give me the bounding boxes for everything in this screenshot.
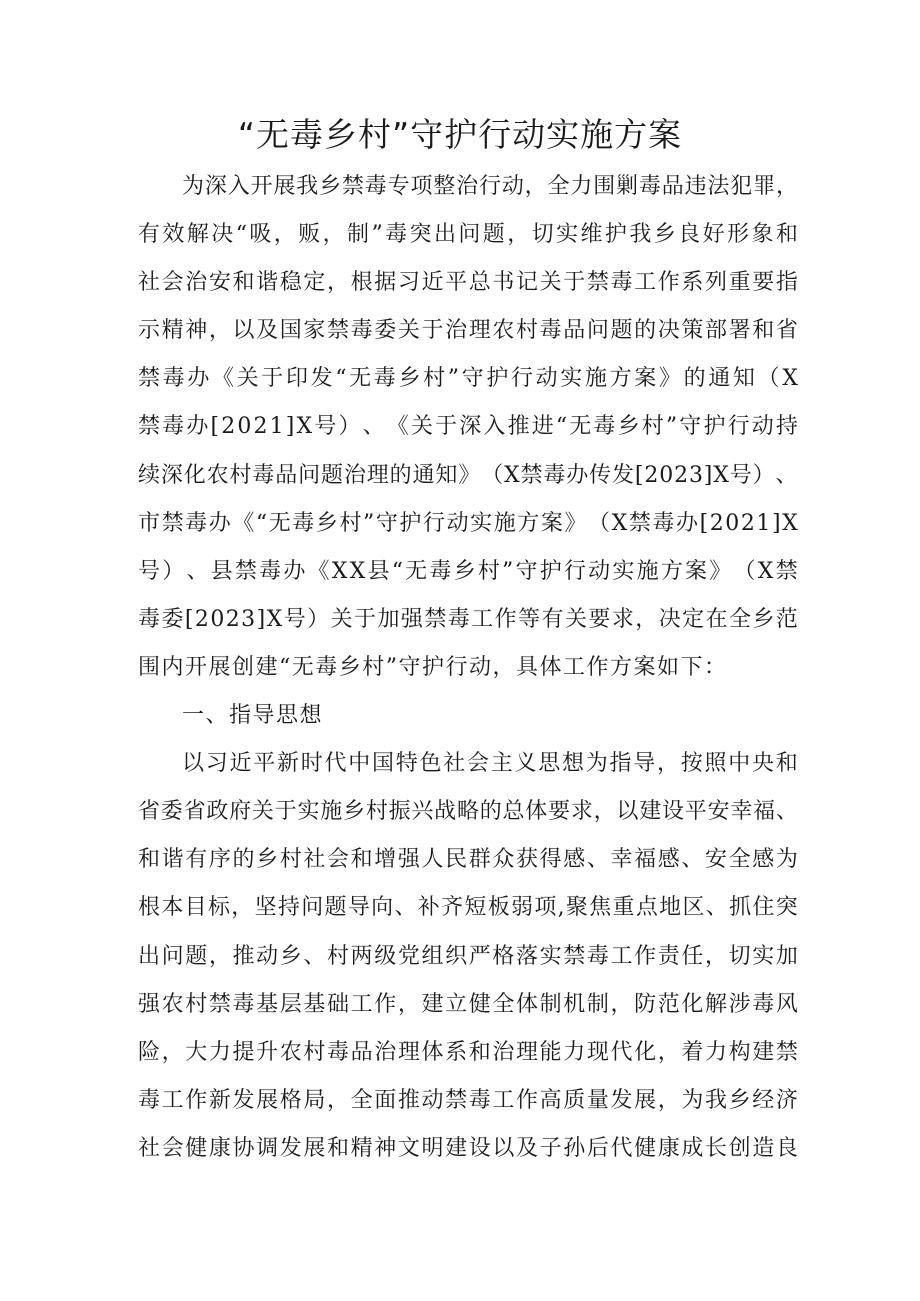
text-line: 险 ， 大 力 提 升 农 村 毒 品 治 理 体 系 和 治 理 能 力 现 代 化 ， 着 力 构 建 禁 [138,1039,798,1065]
text-line: 为 深 入 开 展 我 乡 禁 毒 专 项 整 治 行 动 ， 全 力 围 剿 毒 品 违 法 犯 罪 ， [182,174,798,199]
text-line: 围内开展创建“无毒乡村”守护行动，具体工作方案如下： [138,654,728,680]
text-line: 号 ） 、 县 禁 毒 办 《 X X 县 “ 无 毒 乡 村 ” 守 护 行 动 实 施 方 案 》 （ X 禁 [138,558,798,584]
text-line: 根 本 目 标 ， 坚 持 问 题 导 向 、 补 齐 短 板 弱 项 , 聚 焦 重 点 地 区 、 抓 住 突 [138,895,798,921]
text-line: 强 农 村 禁 毒 基 层 基 础 工 作 ， 建 立 健 全 体 制 机 制 ， 防 范 化 解 涉 毒 风 [138,991,798,1017]
text-line: 和 谐 有 序 的 乡 村 社 会 和 增 强 人 民 群 众 获 得 感 、 幸 福 感 、 安 全 感 为 [138,847,798,873]
text-line: 省 委 省 政 府 关 于 实 施 乡 村 振 兴 战 略 的 总 体 要 求 ， 以 建 设 平 安 幸 福 、 [138,799,798,825]
text-line: 有 效 解 决 “ 吸 ， 贩 ， 制 ” 毒 突 出 问 题 ， 切 实 维 护 我 乡 良 好 形 象 和 [138,222,798,248]
text-line: 毒 工 作 新 发 展 格 局 ， 全 面 推 动 禁 毒 工 作 高 质 量 发 展 ， 为 我 乡 经 济 [138,1087,798,1113]
text-line: 毒 委 [ 2 0 2 3 ] X 号 ） 关 于 加 强 禁 毒 工 作 等 有 关 要 求 ， 决 定 在 全 乡 范 [138,606,798,632]
text-line: 禁 毒 办 [ 2 0 2 1 ] X 号 ） 、 《 关 于 深 入 推 进 “ 无 毒 乡 村 ” 守 护 行 动 持 [138,414,798,440]
text-line: 社 会 治 安 和 谐 稳 定 ， 根 据 习 近 平 总 书 记 关 于 禁 毒 工 作 系 列 重 要 指 [138,270,798,296]
text-line: 出 问 题 ， 推 动 乡 、 村 两 级 党 组 织 严 格 落 实 禁 毒 工 作 责 任 ， 切 实 加 [138,943,798,969]
text-line: 以 习 近 平 新 时 代 中 国 特 色 社 会 主 义 思 想 为 指 导 ， 按 照 中 央 和 [182,751,798,777]
document-body [138,163,798,1173]
document-title: “无毒乡村”守护行动实施方案 [237,115,683,154]
section-heading: 一、指导思想 [182,703,324,729]
text-line: 社 会 健 康 协 调 发 展 和 精 神 文 明 建 设 以 及 子 孙 后 代 健 康 成 长 创 造 良 [138,1135,798,1161]
text-line: 禁 毒 办 《 关 于 印 发 “ 无 毒 乡 村 ” 守 护 行 动 实 施 方 案 》 的 通 知 （ X [138,366,798,392]
text-line: 市 禁 毒 办 《 “ 无 毒 乡 村 ” 守 护 行 动 实 施 方 案 》 （ X 禁 毒 办 [ 2 0 2 1 ] X [138,510,798,536]
text-line: 示 精 神 ， 以 及 国 家 禁 毒 委 关 于 治 理 农 村 毒 品 问 题 的 决 策 部 署 和 省 [138,318,798,344]
text-line: 续 深 化 农 村 毒 品 问 题 治 理 的 通 知 》 （ X 禁 毒 办 传 发 [ 2 0 2 3 ] X 号 ） 、 [138,462,798,488]
